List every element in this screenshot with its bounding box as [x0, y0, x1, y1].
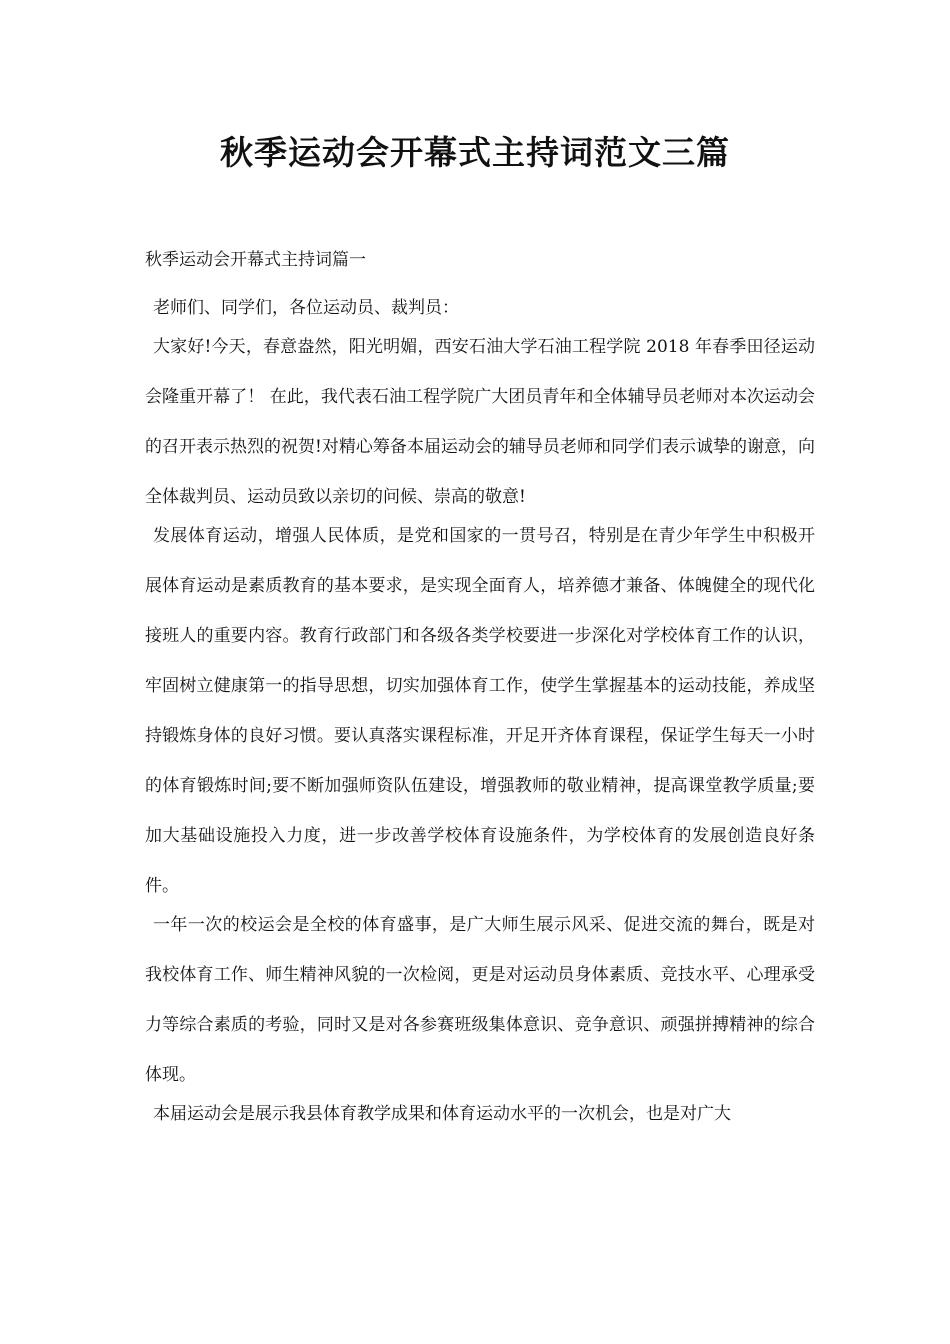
paragraph-this-games: 本届运动会是展示我县体育教学成果和体育运动水平的一次机会，也是对广大	[153, 1104, 731, 1124]
document-body	[145, 246, 815, 1139]
section-heading: 秋季运动会开幕式主持词篇一	[145, 250, 366, 270]
paragraph-sports-development: 发展体育运动，增强人民体质，是党和国家的一贯号召，特别是在青少年学生中积极开展体育运动是素质教育的基本要求，是实现全面育人，培养德才兼备、体魄健全的现代化接班人的重要内容。教育行政部门和各级各类学校要进一步深化对学校体育工作的认识，牢固树立健康第一的指导思想，切实加强体育工作，使学生掌握基本的运动技能，养成坚持锻炼身体的良好习惯。要认真落实课程标准，开足开齐体育课程，保证学生每天一小时的体育锻炼时间;要不断加强师资队伍建设，增强教师的敬业精神，提高课堂教学质量;要加大基础设施投入力度，进一步改善学校体育设施条件，为学校体育的发展创造良好条件。	[145, 526, 815, 896]
paragraph-opening: 大家好!今天，春意盎然，阳光明媚，西安石油大学石油工程学院 2018 年春季田径运动会隆重开幕了！ 在此，我代表石油工程学院广大团员青年和全体辅导员老师对本次运动会的召开表示热烈的祝贺!对精心筹备本届运动会的辅导员老师和同学们表示诚挚的谢意，向全体裁判员、运动员致以亲切的问候、崇高的敬意!	[145, 337, 815, 507]
document-title: 秋季运动会开幕式主持词范文三篇	[220, 133, 730, 172]
paragraph-greeting: 老师们、同学们，各位运动员、裁判员：	[153, 298, 459, 318]
paragraph-school-games: 一年一次的校运会是全校的体育盛事，是广大师生展示风采、促进交流的舞台，既是对我校体育工作、师生精神风貌的一次检阅，更是对运动员身体素质、竞技水平、心理承受力等综合素质的考验，同时又是对各参赛班级集体意识、竞争意识、顽强拼搏精神的综合体现。	[145, 915, 815, 1085]
